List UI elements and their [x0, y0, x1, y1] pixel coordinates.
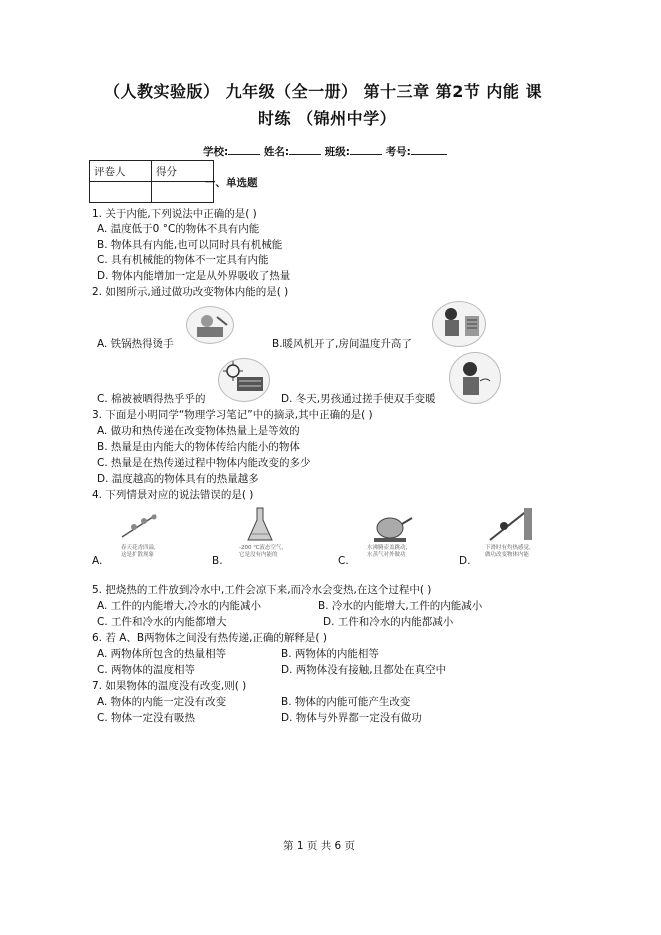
- question-3-stem: 3. 下面是小明同学“物理学习笔记”中的摘录,其中正确的是( ): [92, 409, 373, 421]
- q4-caption-b-2: 它是没有内能的: [239, 552, 278, 558]
- question-4-stem: 4. 下列情景对应的说法错误的是( ): [92, 489, 254, 501]
- class-label: 班级:: [324, 146, 350, 158]
- q6-option-b[interactable]: B. 两物体的内能相等: [281, 648, 379, 660]
- q4-caption-c-1: 水沸腾壶盖跳动,: [367, 545, 408, 551]
- q1-option-b[interactable]: B. 物体具有内能,也可以同时具有机械能: [97, 239, 283, 251]
- exam-no-label: 考号:: [385, 146, 411, 158]
- q7-option-d[interactable]: D. 物体与外界都一定没有做功: [281, 712, 422, 724]
- name-blank[interactable]: [289, 144, 321, 155]
- question-1-stem: 1. 关于内能,下列说法中正确的是( ): [92, 208, 257, 220]
- flask-image: [246, 506, 274, 544]
- q2-option-c[interactable]: C. 棉被被晒得热乎乎的: [97, 393, 206, 405]
- q7-option-a[interactable]: A. 物体的内能一定没有改变: [97, 696, 227, 708]
- school-label: 学校:: [203, 146, 229, 158]
- school-blank[interactable]: [228, 144, 260, 155]
- grader-label: 评卷人: [90, 161, 152, 182]
- name-label: 姓名:: [263, 146, 290, 158]
- kettle-image: [366, 506, 416, 544]
- class-blank[interactable]: [350, 144, 382, 155]
- heater-image: [432, 301, 486, 347]
- q2-option-a[interactable]: A. 铁锅热得烫手: [97, 338, 174, 350]
- q4-caption-d-1: 下滑时有灼热感觉,: [485, 545, 531, 551]
- quilt-sun-image: [218, 358, 270, 402]
- rubbing-hands-image: [449, 352, 501, 404]
- student-info-line: [203, 144, 447, 159]
- question-2-stem: 2. 如图所示,通过做功改变物体内能的是( ): [92, 286, 289, 298]
- q7-option-c[interactable]: C. 物体一定没有吸热: [97, 712, 196, 724]
- score-label: 得分: [152, 161, 214, 182]
- q2-option-d[interactable]: D. 冬天,男孩通过搓手使双手变暖: [281, 393, 436, 405]
- q4-option-b[interactable]: B.: [212, 555, 223, 567]
- q4-caption-c-2: 水蒸气对外做功: [367, 552, 406, 558]
- q5-option-a[interactable]: A. 工件的内能增大,冷水的内能减小: [97, 600, 262, 612]
- q4-caption-a-2: 这是扩散现象: [121, 552, 155, 558]
- q2-option-b[interactable]: B.暖风机开了,房间温度升高了: [272, 338, 412, 350]
- slide-image: [484, 504, 538, 544]
- iron-pot-image: [186, 306, 234, 344]
- score-table: [89, 160, 214, 203]
- title-line-2: 时练 （锦州中学）: [258, 109, 397, 128]
- q6-option-a[interactable]: A. 两物体所包含的热量相等: [97, 648, 227, 660]
- q5-option-d[interactable]: D. 工件和冷水的内能都减小: [323, 616, 454, 628]
- q1-option-c[interactable]: C. 具有机械能的物体不一定具有内能: [97, 254, 269, 266]
- grader-cell[interactable]: [90, 182, 152, 203]
- q3-option-c[interactable]: C. 热量是在热传递过程中物体内能改变的多少: [97, 457, 311, 469]
- q3-option-a[interactable]: A. 做功和热传递在改变物体热量上是等效的: [97, 425, 300, 437]
- q4-caption-a-1: 春天花香四溢,: [121, 545, 156, 551]
- question-5-stem: 5. 把烧热的工件放到冷水中,工件会凉下来,而冷水会变热,在这个过程中( ): [92, 584, 432, 596]
- q4-caption-d-2: 做功改变物体内能: [485, 552, 530, 558]
- q4-caption-b-1: -200 ℃液态空气,: [239, 545, 284, 551]
- title-line-1: （人教实验版） 九年级（全一册） 第十三章 第2节 内能 课: [104, 82, 542, 101]
- q3-option-b[interactable]: B. 热量是由内能大的物体传给内能小的物体: [97, 441, 300, 453]
- question-7-stem: 7. 如果物体的温度没有改变,则( ): [92, 680, 247, 692]
- q5-option-c[interactable]: C. 工件和冷水的内能都增大: [97, 616, 227, 628]
- question-6-stem: 6. 若 A、B两物体之间没有热传递,正确的解释是( ): [92, 632, 327, 644]
- q6-option-c[interactable]: C. 两物体的温度相等: [97, 664, 196, 676]
- page-footer: 第 1 页 共 6 页: [283, 840, 356, 852]
- q7-option-b[interactable]: B. 物体的内能可能产生改变: [281, 696, 411, 708]
- section-title: 一、单选题: [205, 177, 258, 189]
- q1-option-a[interactable]: A. 温度低于0 °C的物体不具有内能: [97, 223, 260, 235]
- exam-no-blank[interactable]: [411, 144, 447, 155]
- q4-option-a[interactable]: A.: [92, 555, 103, 567]
- q5-option-b[interactable]: B. 冷水的内能增大,工件的内能减小: [318, 600, 483, 612]
- q4-option-d[interactable]: D.: [459, 555, 471, 567]
- q1-option-d[interactable]: D. 物体内能增加一定是从外界吸收了热量: [97, 270, 291, 282]
- flower-image: [116, 509, 172, 543]
- q4-option-c[interactable]: C.: [338, 555, 349, 567]
- q3-option-d[interactable]: D. 温度越高的物体具有的热量越多: [97, 473, 259, 485]
- q6-option-d[interactable]: D. 两物体没有接触,且都处在真空中: [281, 664, 447, 676]
